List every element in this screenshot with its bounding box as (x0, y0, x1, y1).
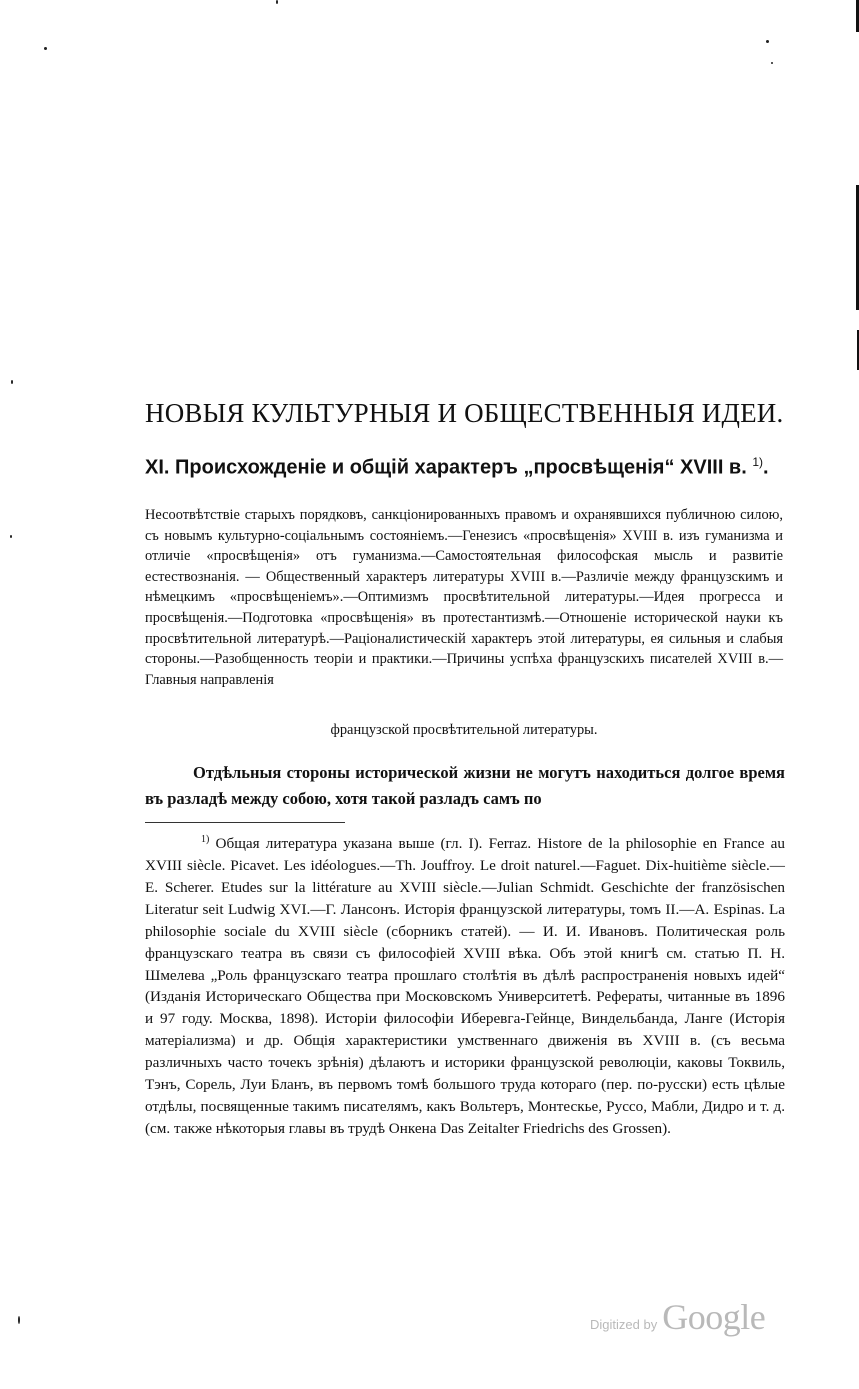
footnote-divider (145, 822, 345, 823)
section-title: НОВЫЯ КУЛЬТУРНЫЯ И ОБЩЕСТВЕННЫЯ ИДЕИ. (145, 398, 784, 428)
google-logo: Google (662, 1297, 766, 1337)
watermark-prefix: Digitized by (590, 1317, 658, 1332)
scan-speck (11, 380, 13, 384)
scan-speck (18, 1316, 20, 1324)
opening-paragraph: Отдѣльныя стороны исторической жизни не могутъ находиться долгое время въ разладѣ между собою, хотя такой разладъ самъ по (145, 763, 785, 808)
footnote-text: Общая литература указана выше (гл. I). Ferraz. Histore de la philosophie en France au XVIII siècle. Picavet. Les idéologues.—Th. Jouffroy. Le droit naturel.—Faguet. Dix-huitième siècle.—E. Scherer. Etudes sur la littérature au XVIII siècle.—Julian Schmidt. Geschichte der französischen Literatur seit Ludwig XVI.—Г. Лансонъ. Исторія французской литературы, томъ II.—A. Espinas. La philosophie sociale du XVIII siècle (сборникъ статей). — И. И. Ивановъ. Политическая роль французскаго театра въ связи съ философіей XVIII вѣка. Объ этой книгѣ см. статью П. Н. Шмелева „Роль французскаго театра прошлаго столѣтія въ дѣлѣ распространенія новыхъ идей“ (Изданія Историческаго Общества при Московскомъ Университетѣ. Рефераты, читанные въ 1896 и 97 году. Москва, 1898). Исторіи философіи Иберевга-Гейнце, Виндельбанда, Ланге (Исторія матеріализма) и др. Общія характеристики умственнаго движенія въ XVIII в. (съ весьма различныхъ часто точекъ зрѣнія) дѣлаютъ и историки французской революціи, каковы Токвиль, Тэнъ, Сорель, Луи Бланъ, въ первомъ томѣ большого труда котораго (пер. по-русски) есть цѣлые отдѣлы, посвященные такимъ писателямъ, какъ Вольтеръ, Монтескье, Руссо, Мабли, Дидро и т. д. (см. также нѣкоторыя главы въ трудѣ Онкена Das Zeitalter Friedrichs des Grossen). (145, 835, 786, 1137)
scan-speck (771, 62, 773, 64)
scan-speck (766, 40, 769, 43)
scan-speck (44, 47, 47, 50)
chapter-synopsis-last-line: французской просвѣтительной литературы. (330, 722, 598, 738)
footnote (145, 829, 785, 1140)
footnote-reference: 1) (752, 455, 764, 469)
footnote-mark: 1) (201, 834, 210, 845)
digitized-by-google-watermark (590, 1296, 765, 1338)
scan-speck (10, 535, 12, 538)
chapter-heading-text: XI. Происхожденіе и общій характеръ „просвѣщенія“ XVIII в. (145, 456, 747, 479)
scan-speck (276, 0, 278, 4)
chapter-heading: XI. Происхожденіе и общій характеръ „просвѣщенія“ XVIII в. $^{1)}$. (145, 455, 769, 479)
chapter-synopsis: Несоотвѣтствіе старыхъ порядковъ, санкціонированныхъ правомъ и охранявшихся публичною силою, съ новымъ культурно-соціальнымъ состояніемъ.—Генезисъ «просвѣщенія» XVIII в. изъ гуманизма и отличіе «просвѣщенія» отъ гуманизма.—Самостоятельная философская мысль и развитіе естествознанія. — Общественный характеръ литературы XVIII в.—Различіе между французскимъ и нѣмецкимъ «просвѣщеніемъ».—Оптимизмъ просвѣтительной литературы.—Идея прогресса и просвѣщенія.—Подготовка «просвѣщенія» въ протестантизмѣ.—Отношеніе исторической науки къ просвѣтительной литературѣ.—Раціоналистическій характеръ этой литературы, ея сильныя и слабыя стороны.—Разобщенность теоріи и практики.—Причины успѣха французскихъ писателей XVIII в.—Главныя направленія (145, 507, 783, 688)
